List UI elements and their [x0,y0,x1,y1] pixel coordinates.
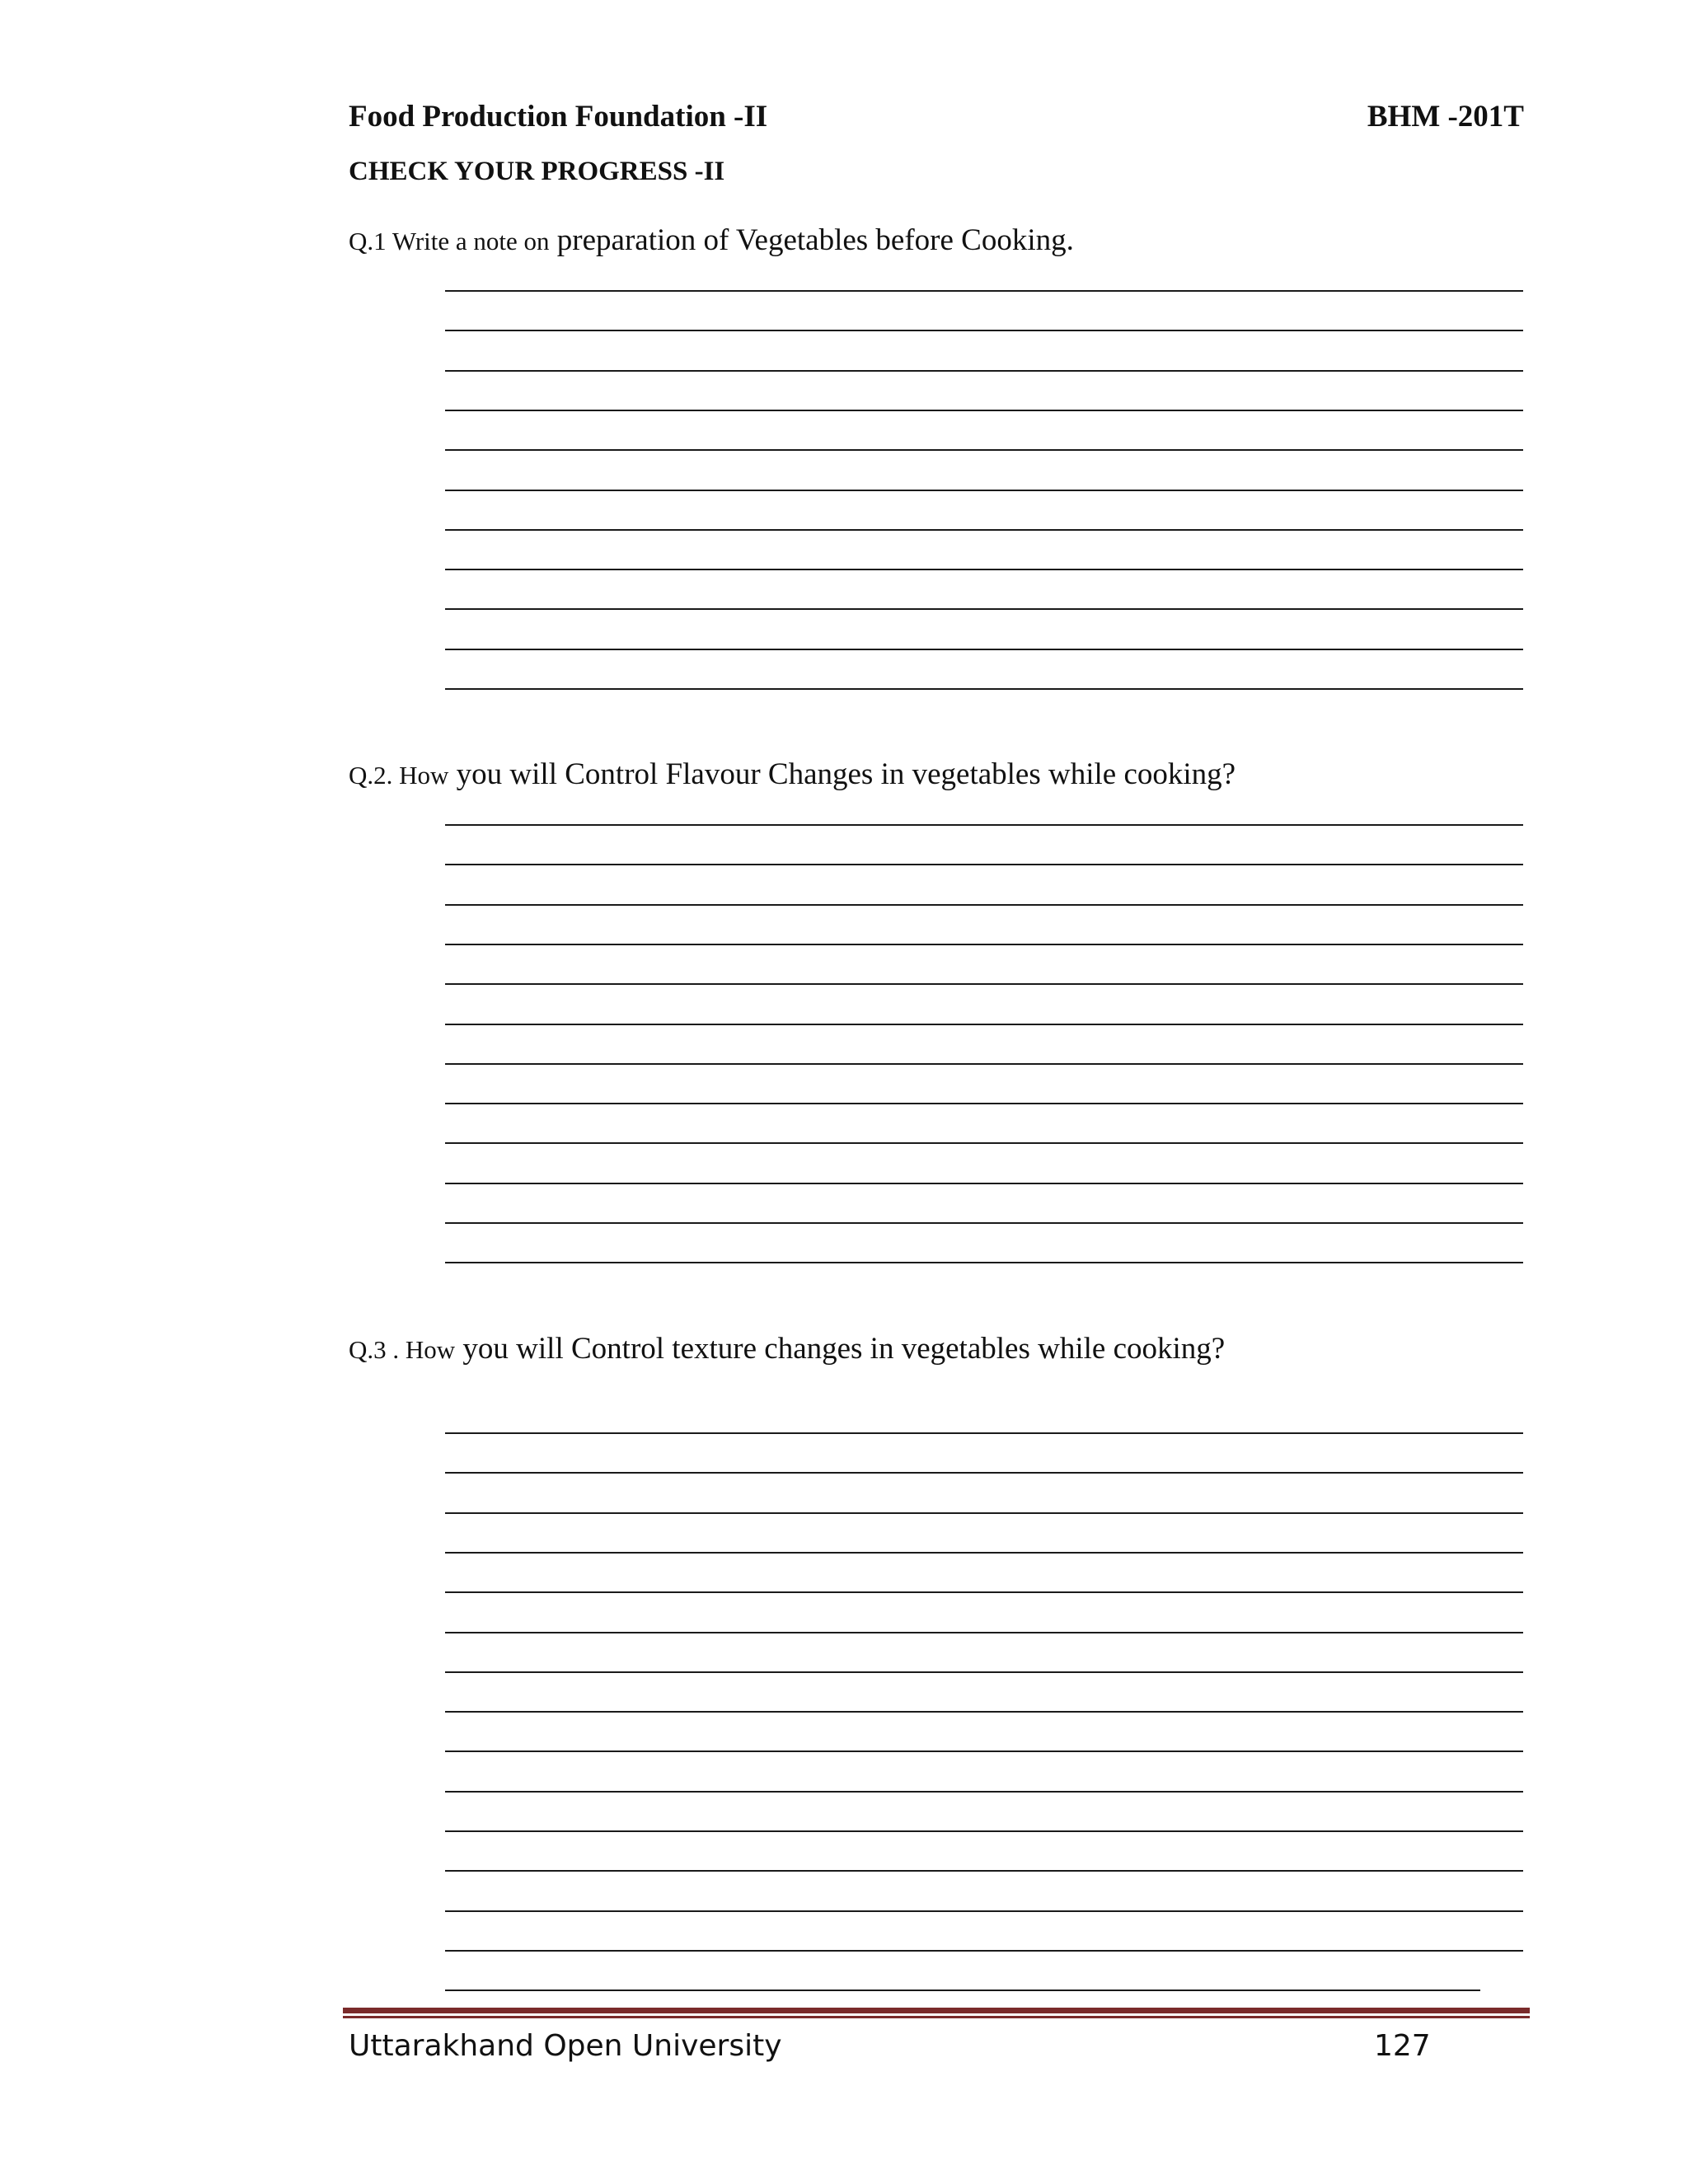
answer-line[interactable] [445,1750,1523,1752]
answer-line[interactable] [445,1024,1523,1025]
answer-line[interactable] [445,1063,1523,1065]
question-2-prefix: Q.2. How [349,761,449,790]
answer-line[interactable] [445,944,1523,945]
answer-line[interactable] [445,1990,1480,1991]
answer-line[interactable] [445,1671,1523,1673]
answer-line[interactable] [445,1870,1523,1872]
answer-line[interactable] [445,1711,1523,1713]
question-3 [349,1331,1225,1366]
answer-line[interactable] [445,1183,1523,1184]
answer-line[interactable] [445,490,1523,491]
answer-line[interactable] [445,1950,1523,1952]
answer-line[interactable] [445,290,1523,292]
answer-line[interactable] [445,569,1523,570]
answer-line[interactable] [445,608,1523,610]
question-1-prefix: Q.1 Write a note on [349,227,550,255]
answer-line[interactable] [445,1830,1523,1832]
answer-line[interactable] [445,1591,1523,1593]
answer-line[interactable] [445,824,1523,826]
answer-line[interactable] [445,1791,1523,1793]
question-2-text: you will Control Flavour Changes in vegetables while cooking? [456,757,1236,791]
answer-line[interactable] [445,1432,1523,1434]
answer-line[interactable] [445,649,1523,650]
answer-line[interactable] [445,1512,1523,1514]
answer-line[interactable] [445,449,1523,451]
answer-line[interactable] [445,529,1523,531]
question-3-prefix: Q.3 . How [349,1335,456,1364]
answer-line[interactable] [445,1262,1523,1263]
answer-line[interactable] [445,983,1523,985]
answer-line[interactable] [445,1142,1523,1144]
footer-rule [343,2008,1530,2019]
answer-line[interactable] [445,330,1523,331]
answer-line[interactable] [445,1103,1523,1104]
footer-rule-thick [343,2008,1530,2013]
course-code: BHM -201T [1367,100,1524,134]
question-1-text: preparation of Vegetables before Cooking. [556,223,1074,257]
answer-line[interactable] [445,1632,1523,1633]
answer-line[interactable] [445,410,1523,411]
answer-line[interactable] [445,688,1523,690]
answer-line[interactable] [445,370,1523,372]
course-title: Food Production Foundation -II [349,100,768,134]
answer-line[interactable] [445,1222,1523,1224]
answer-line[interactable] [445,864,1523,865]
page-number: 127 [1374,2029,1431,2063]
footer-institution: Uttarakhand Open University [349,2029,782,2063]
section-title: CHECK YOUR PROGRESS -II [349,157,725,186]
answer-line[interactable] [445,1472,1523,1474]
question-1 [349,223,1074,258]
answer-line[interactable] [445,1910,1523,1912]
answer-line[interactable] [445,904,1523,906]
question-3-text: you will Control texture changes in vegetables while cooking? [462,1332,1226,1366]
question-2 [349,757,1236,792]
answer-line[interactable] [445,1552,1523,1554]
footer-rule-thin [343,2016,1530,2018]
